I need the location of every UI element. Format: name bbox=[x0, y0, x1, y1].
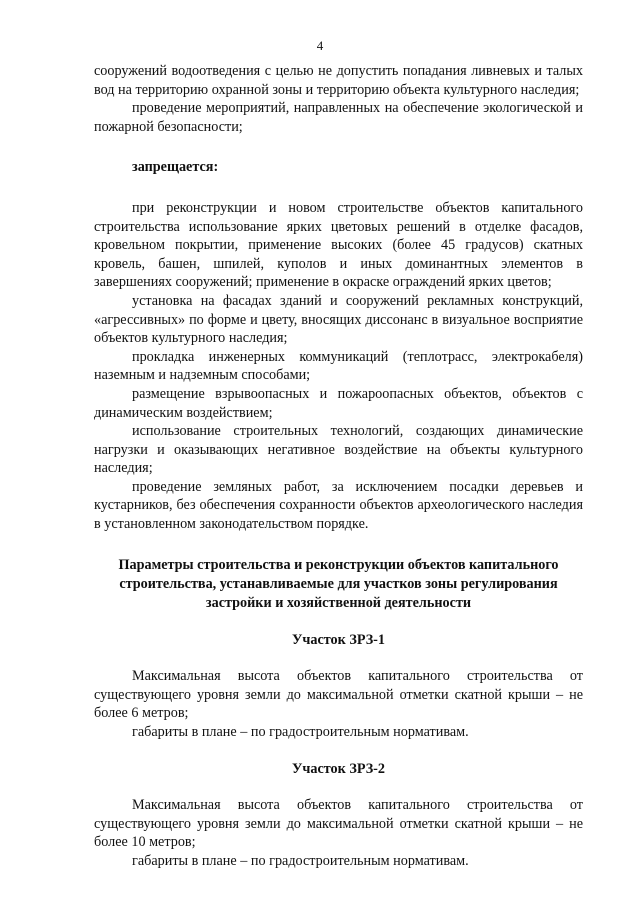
prohibited-item: установка на фасадах зданий и сооружений рекламных конструкций, «агрессивных» по форме и цвету, вносящих диссонанс в визуальное восприятие объектов культурного наследия; bbox=[94, 292, 583, 347]
prohibited-label: запрещается: bbox=[132, 159, 219, 176]
zone-height-text: Максимальная высота объектов капитального строительства от существующего уровня земли до максимальной отметки скатной крыши – не более 10 метров; bbox=[94, 797, 583, 851]
prohibited-item: проведение земляных работ, за исключением посадки деревьев и кустарников, без обеспечения сохранности объектов археологического наследия в установленном законодательством порядке. bbox=[94, 478, 583, 533]
zone-dims-text: габариты в плане – по градостроительным нормативам. bbox=[132, 724, 469, 741]
prohibited-item: размещение взрывоопасных и пожароопасных объектов, объектов с динамическим воздействием; bbox=[94, 385, 583, 421]
spacer bbox=[94, 136, 583, 158]
document-body bbox=[94, 62, 583, 871]
spacer bbox=[94, 649, 583, 667]
section-heading: Параметры строительства и реконструкции объектов капитального строительства, устанавливаемые для участков зоны регулирования застройки и хозяйственной деятельности bbox=[118, 556, 559, 611]
page-number: 4 bbox=[316, 38, 324, 53]
spacer bbox=[94, 177, 583, 199]
prohibited-item: использование строительных технологий, создающих динамические нагрузки и оказывающих негативное воздействие на объекты культурного наследия; bbox=[94, 423, 583, 477]
prohibited-item: при реконструкции и новом строительстве объектов капитального строительства использование ярких цветовых решений в отделке фасадов, кровельном покрытии, применение высоких (более 45 градусов) скатных кровель, башен, шпилей, куполов и иных доминантных элементов в завершениях сооружений; применение в окраске ограждений ярких цветов; bbox=[94, 199, 583, 291]
prohibited-item: прокладка инженерных коммуникаций (теплотрасс, электрокабеля) наземным и надземным способами; bbox=[94, 348, 583, 384]
spacer bbox=[94, 613, 583, 631]
zone-title: Участок ЗРЗ-2 bbox=[291, 760, 386, 777]
zone-title: Участок ЗРЗ-1 bbox=[291, 631, 386, 648]
spacer bbox=[94, 778, 583, 796]
zone-dims-text: габариты в плане – по градостроительным нормативам. bbox=[132, 853, 469, 869]
zone-height-text: Максимальная высота объектов капитального строительства от существующего уровня земли до максимальной отметки скатной крыши – не более 6 метров; bbox=[94, 668, 583, 722]
spacer bbox=[94, 534, 583, 556]
spacer bbox=[94, 742, 583, 760]
intro-paragraph-2: проведение мероприятий, направленных на обеспечение экологической и пожарной безопасности; bbox=[94, 100, 583, 135]
intro-paragraph-1: сооружений водоотведения с целью не допустить попадания ливневых и талых вод на территорию охранной зоны и территорию объекта культурного наследия; bbox=[94, 63, 583, 98]
